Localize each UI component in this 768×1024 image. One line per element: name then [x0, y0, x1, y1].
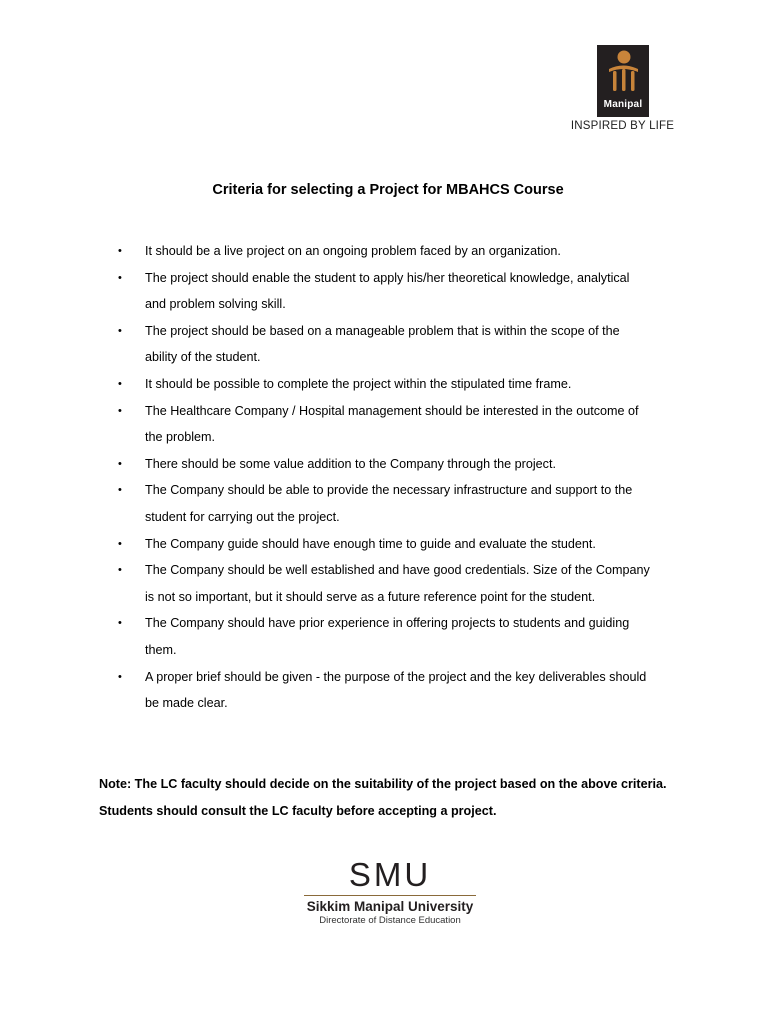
criteria-line: The Company should have prior experience in offering projects to students and guiding — [145, 616, 630, 631]
criteria-line: and problem solving skill. — [145, 297, 286, 312]
criteria-item — [118, 477, 683, 530]
criteria-line: be made clear. — [145, 696, 228, 711]
university-name: Sikkim Manipal University — [306, 899, 474, 914]
criteria-line: The project should enable the student to apply his/her theoretical knowledge, analytical — [145, 270, 630, 285]
criteria-item — [118, 265, 683, 318]
criteria-item — [118, 531, 683, 558]
bullet-icon: • — [118, 564, 122, 577]
smu-acronym: SMU — [348, 856, 432, 893]
criteria-item — [118, 664, 683, 717]
note-line: Students should consult the LC faculty before accepting a project. — [99, 804, 497, 818]
criteria-line: The Healthcare Company / Hospital management should be interested in the outcome of — [145, 403, 639, 418]
note-line: Note: The LC faculty should decide on the suitability of the project based on the above criteria. — [99, 777, 667, 791]
criteria-line: There should be some value addition to the Company through the project. — [145, 456, 556, 471]
criteria-line: A proper brief should be given - the purpose of the project and the key deliverables should — [145, 669, 647, 684]
criteria-line: them. — [145, 642, 177, 657]
note-paragraph — [99, 771, 699, 825]
criteria-line: The Company should be able to provide the necessary infrastructure and support to the — [145, 483, 633, 498]
criteria-line: The Company should be well established and have good credentials. Size of the Company — [145, 563, 650, 578]
smu-divider — [304, 895, 476, 896]
bullet-icon: • — [118, 670, 122, 683]
bullet-icon: • — [118, 537, 122, 550]
criteria-item — [118, 557, 683, 610]
manipal-wordmark: Manipal — [603, 99, 643, 110]
criteria-item — [118, 371, 683, 398]
bullet-icon: • — [118, 324, 122, 337]
criteria-item — [118, 610, 683, 663]
criteria-line: It should be possible to complete the project within the stipulated time frame. — [145, 376, 572, 391]
bullet-icon: • — [118, 271, 122, 284]
criteria-item — [118, 451, 683, 478]
bullet-icon: • — [118, 457, 122, 470]
smu-logo — [298, 856, 482, 927]
criteria-item — [118, 238, 683, 265]
manipal-logo — [597, 45, 649, 117]
document-title: Criteria for selecting a Project for MBAHCS Course — [212, 182, 564, 198]
criteria-line: student for carrying out the project. — [145, 509, 340, 524]
bullet-icon: • — [118, 617, 122, 630]
bullet-icon: • — [118, 377, 122, 390]
bullet-icon: • — [118, 484, 122, 497]
criteria-item — [118, 318, 683, 371]
criteria-line: The project should be based on a manageable problem that is within the scope of the — [145, 323, 620, 338]
criteria-line: the problem. — [145, 430, 216, 445]
criteria-list — [118, 238, 683, 717]
bullet-icon: • — [118, 245, 122, 257]
manipal-tagline: INSPIRED BY LIFE — [570, 120, 675, 132]
manipal-figure-icon — [597, 45, 649, 99]
criteria-line: is not so important, but it should serve as a future reference point for the student. — [145, 589, 596, 604]
criteria-line: ability of the student. — [145, 350, 261, 365]
directorate-name: Directorate of Distance Education — [319, 915, 461, 926]
criteria-item — [118, 398, 683, 451]
bullet-icon: • — [118, 404, 122, 417]
criteria-line: It should be a live project on an ongoing problem faced by an organization. — [145, 244, 561, 258]
criteria-line: The Company guide should have enough time to guide and evaluate the student. — [145, 536, 596, 551]
